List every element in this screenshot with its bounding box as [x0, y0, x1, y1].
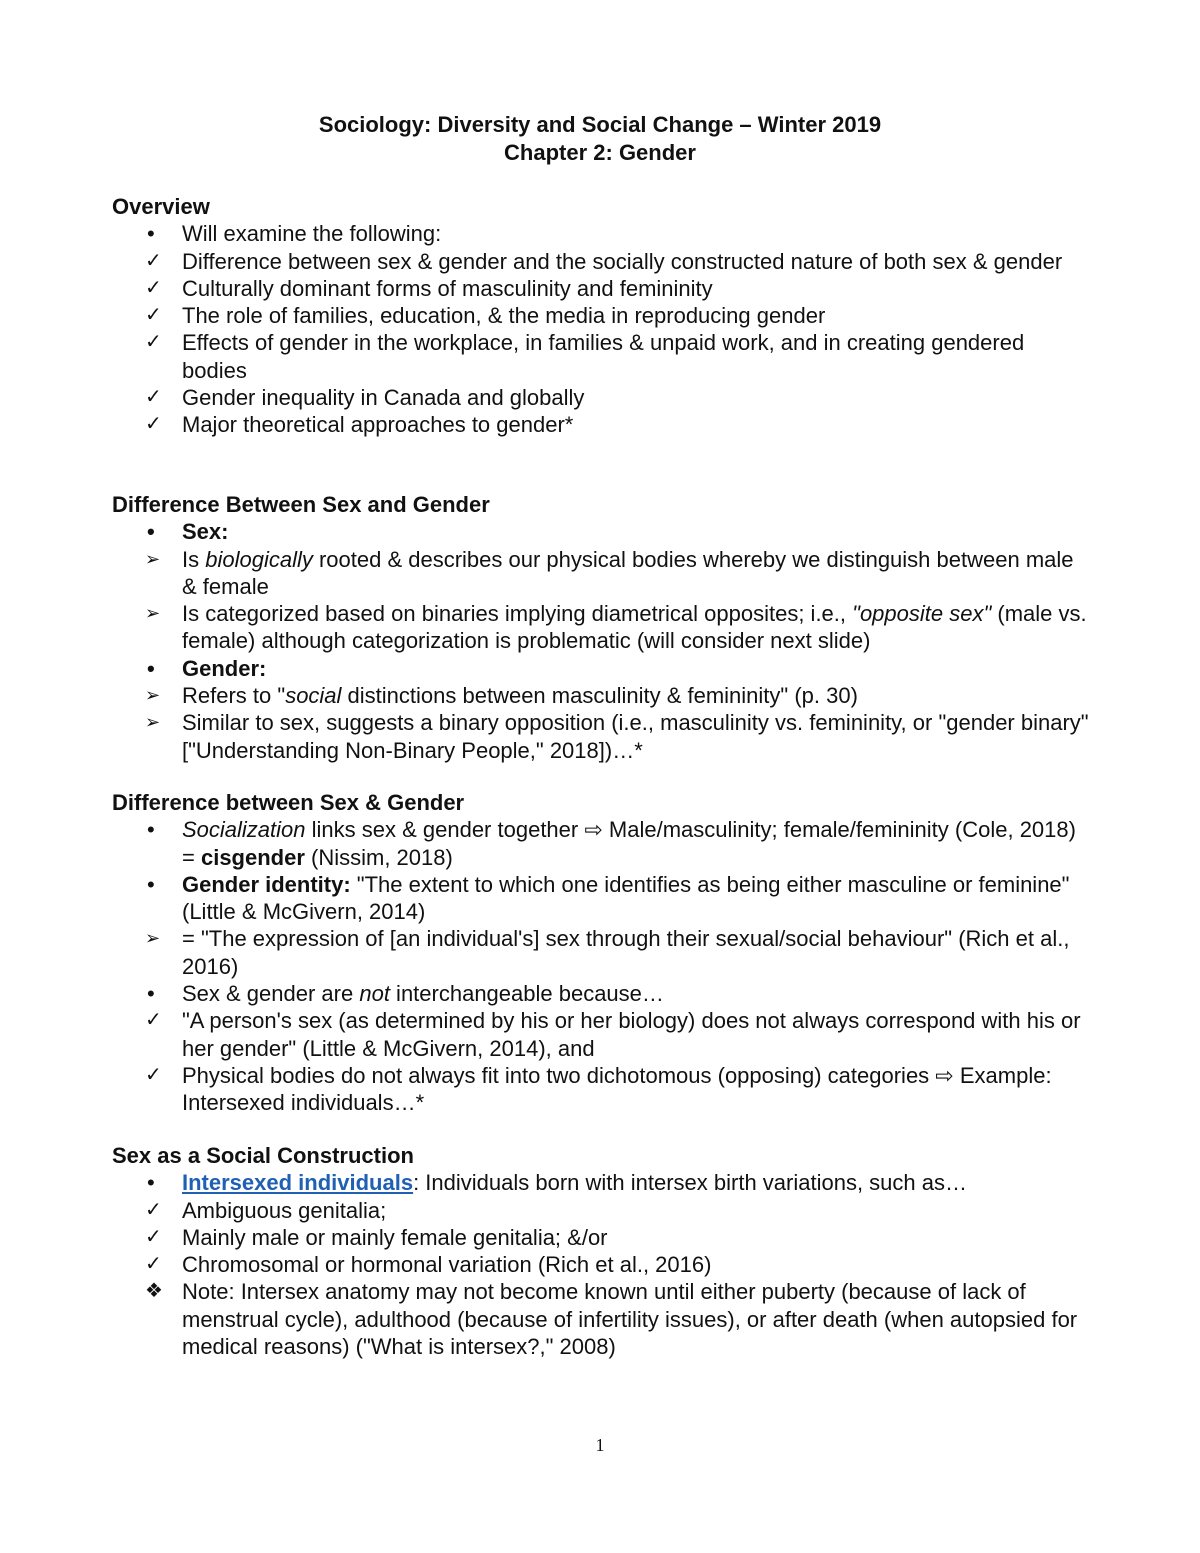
emphasis-text: "opposite sex"	[852, 601, 992, 627]
list-item	[112, 384, 1092, 411]
emphasis-text: Socialization	[182, 817, 306, 843]
difference-section-2	[112, 789, 1112, 1117]
item-text: Physical bodies do not always fit into two dichotomous (opposing) categories	[182, 1062, 936, 1088]
list-item	[112, 1062, 1092, 1117]
item-text: Major theoretical approaches to gender*	[182, 412, 574, 438]
bullet-marker: •	[147, 519, 155, 545]
item-text: Note: Intersex anatomy may not become known until either puberty (because of lack of menstrual cycle), adulthood (because of infertility issues), or after death (when autopsied for medical reasons) ("What is intersex?," 2008)	[182, 1279, 1078, 1360]
bullet-marker: •	[147, 1170, 155, 1196]
chapter-title: Chapter 2: Gender	[504, 140, 696, 165]
bullet-marker: •	[147, 981, 155, 1007]
arrowhead-bullet-icon: ➢	[145, 712, 161, 733]
page-number: 1	[595, 1435, 605, 1455]
item-text: Culturally dominant forms of masculinity and femininity	[182, 275, 713, 301]
emphasis-text: not	[359, 981, 390, 1007]
checkmark-icon: ✓	[145, 413, 162, 436]
hollow-arrow-icon: ⇨	[935, 1062, 954, 1088]
item-text: Chromosomal or hormonal variation (Rich et al., 2016)	[182, 1252, 712, 1278]
section-heading-difference-2: Difference between Sex & Gender	[112, 790, 465, 815]
checkmark-icon: ✓	[145, 1063, 162, 1086]
item-text: Example: Intersexed individuals…*	[182, 1062, 1052, 1116]
list-item	[112, 248, 1092, 275]
arrowhead-bullet-icon: ➢	[145, 928, 161, 949]
hollow-arrow-icon: ⇨	[584, 817, 603, 843]
item-text: Gender inequality in Canada and globally	[182, 385, 585, 411]
item-text: Ambiguous genitalia;	[182, 1197, 387, 1223]
item-text: Similar to sex, suggests a binary opposition (i.e., masculinity vs. femininity, or "gender binary" ["Understanding Non-Binary People," 2018])…*	[182, 710, 1089, 763]
list-item	[112, 816, 1092, 871]
list-item	[112, 655, 1092, 682]
item-text: Will examine the following:	[182, 221, 442, 247]
item-text: (male vs. female) although categorization is problematic (will consider next slide)	[182, 601, 1087, 654]
list-item	[112, 1224, 1092, 1251]
item-text: Is	[182, 546, 206, 572]
intersexed-individuals-link[interactable]: Intersexed individuals	[182, 1170, 414, 1196]
list-item	[112, 302, 1092, 329]
list-item	[112, 275, 1092, 302]
item-text: Difference between sex & gender and the socially constructed nature of both sex & gender	[182, 248, 1063, 274]
bullet-marker: •	[147, 817, 155, 843]
list-item	[112, 1169, 1092, 1196]
list-item	[112, 1251, 1092, 1278]
checkmark-icon: ✓	[145, 1253, 162, 1276]
arrowhead-bullet-icon: ➢	[145, 548, 161, 569]
list-item	[112, 411, 1092, 438]
list-item	[112, 329, 1092, 384]
diamond-bullet-icon: ❖	[145, 1280, 163, 1303]
section-heading-overview: Overview	[112, 194, 210, 219]
list-item	[112, 1197, 1092, 1224]
checkmark-icon: ✓	[145, 386, 162, 409]
item-text: Effects of gender in the workplace, in families & unpaid work, and in creating gendered bodies	[182, 330, 1025, 383]
list-item	[112, 1278, 1092, 1360]
item-text: The role of families, education, & the media in reproducing gender	[182, 303, 826, 329]
list-item	[112, 682, 1092, 709]
item-text: (Nissim, 2018)	[304, 844, 453, 870]
list-item	[112, 546, 1092, 601]
difference-section-1	[112, 491, 1112, 764]
list-item	[112, 600, 1092, 655]
gender-label: Gender:	[182, 655, 267, 681]
list-item	[112, 1007, 1092, 1062]
section-heading-social-construction: Sex as a Social Construction	[112, 1143, 414, 1168]
bullet-marker: •	[147, 655, 155, 681]
checkmark-icon: ✓	[145, 1009, 162, 1032]
list-item	[112, 871, 1092, 926]
bullet-marker: •	[147, 221, 155, 247]
item-text: distinctions between masculinity & femininity" (p. 30)	[341, 683, 858, 709]
item-text: Refers to "	[182, 683, 286, 709]
item-text: links sex & gender together	[305, 817, 585, 843]
item-text: Mainly male or mainly female genitalia; &/or	[182, 1224, 608, 1250]
social-construction-section	[112, 1142, 1112, 1360]
document-title: Sociology: Diversity and Social Change – Winter 2019	[318, 112, 882, 137]
item-text: Male/masculinity; female/femininity (Cole, 2018) =	[182, 817, 1076, 870]
emphasis-text: social	[285, 683, 342, 709]
checkmark-icon: ✓	[145, 331, 162, 354]
bold-text: Gender identity:	[182, 871, 351, 897]
sex-label: Sex:	[182, 519, 229, 545]
item-text: interchangeable because…	[389, 981, 664, 1007]
section-heading-difference-1: Difference Between Sex and Gender	[112, 492, 490, 517]
arrowhead-bullet-icon: ➢	[145, 603, 161, 624]
item-text: Sex & gender are	[182, 981, 360, 1007]
item-text: "The extent to which one identifies as being either masculine or feminine" (Little & McGivern, 2014)	[182, 871, 1070, 925]
list-item	[112, 518, 1092, 545]
checkmark-icon: ✓	[145, 1225, 162, 1248]
bullet-marker: •	[147, 871, 155, 897]
list-item	[112, 980, 1092, 1007]
list-item	[112, 220, 1092, 247]
checkmark-icon: ✓	[145, 276, 162, 299]
overview-section	[112, 193, 1112, 439]
checkmark-icon: ✓	[145, 304, 162, 327]
checkmark-icon: ✓	[145, 1198, 162, 1221]
emphasis-text: biologically	[205, 546, 313, 572]
item-text: = "The expression of [an individual's] sex through their sexual/social behaviour" (Rich et al., 2016)	[182, 926, 1070, 979]
list-item	[112, 925, 1092, 980]
bold-text: cisgender	[200, 844, 305, 870]
list-item	[112, 709, 1092, 764]
item-text: Is categorized based on binaries implying diametrical opposites; i.e.,	[182, 601, 853, 627]
checkmark-icon: ✓	[145, 249, 162, 272]
item-text: "A person's sex (as determined by his or her biology) does not always correspond with his or her gender" (Little & McGivern, 2014), and	[182, 1008, 1081, 1061]
arrowhead-bullet-icon: ➢	[145, 685, 161, 706]
item-text: : Individuals born with intersex birth variations, such as…	[413, 1170, 967, 1196]
item-text: rooted & describes our physical bodies whereby we distinguish between male & female	[182, 546, 1074, 599]
